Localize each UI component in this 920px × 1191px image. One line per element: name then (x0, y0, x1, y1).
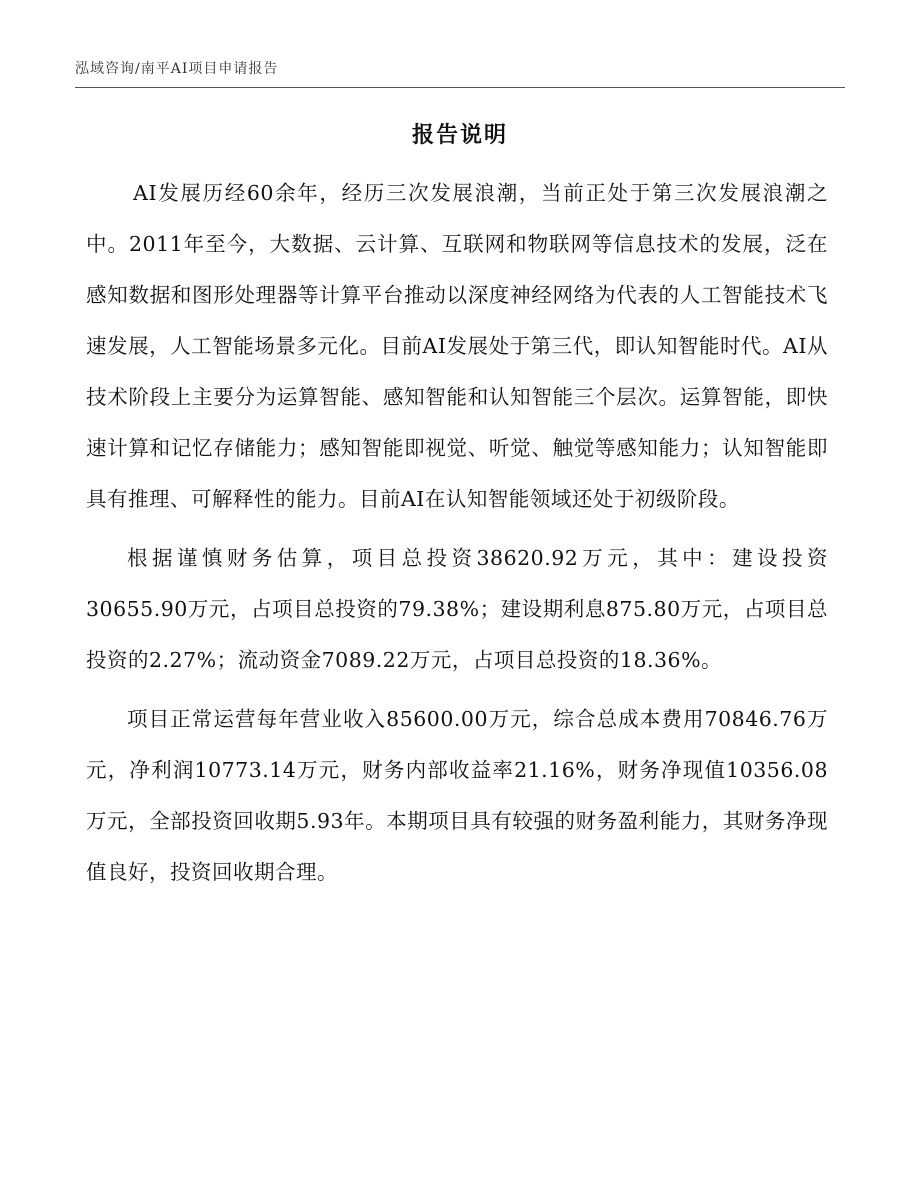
running-header: 泓域咨询/南平AI项目申请报告 (75, 61, 279, 77)
paragraph-financials: 项目正常运营每年营业收入85600.00万元，综合总成本费用70846.76万元，净利润10773.14万元，财务内部收益率21.16%，财务净现值10356.08万元，全部投资回收期5.93年。本期项目具有较强的财务盈利能力，其财务净现值良好，投资回收期合理。 (86, 707, 828, 884)
document-body (86, 168, 828, 906)
section-title: 报告说明 (411, 122, 508, 148)
header-divider (75, 87, 845, 88)
paragraph-investment: 根据谨慎财务估算，项目总投资38620.92万元，其中：建设投资30655.90万元，占项目总投资的79.38%；建设期利息875.80万元，占项目总投资的2.27%；流动资金7089.22万元，占项目总投资的18.36%。 (86, 546, 828, 672)
paragraph-ai-development: AI发展历经60余年，经历三次发展浪潮，当前正处于第三次发展浪潮之中。2011年至今，大数据、云计算、互联网和物联网等信息技术的发展，泛在感知数据和图形处理器等计算平台推动以深度神经网络为代表的人工智能技术飞速发展，人工智能场景多元化。目前AI发展处于第三代，即认知智能时代。AI从技术阶段上主要分为运算智能、感知智能和认知智能三个层次。运算智能，即快速计算和记忆存储能力；感知智能即视觉、听觉、触觉等感知能力；认知智能即具有推理、可解释性的能力。目前AI在认知智能领域还处于初级阶段。 (86, 181, 828, 511)
